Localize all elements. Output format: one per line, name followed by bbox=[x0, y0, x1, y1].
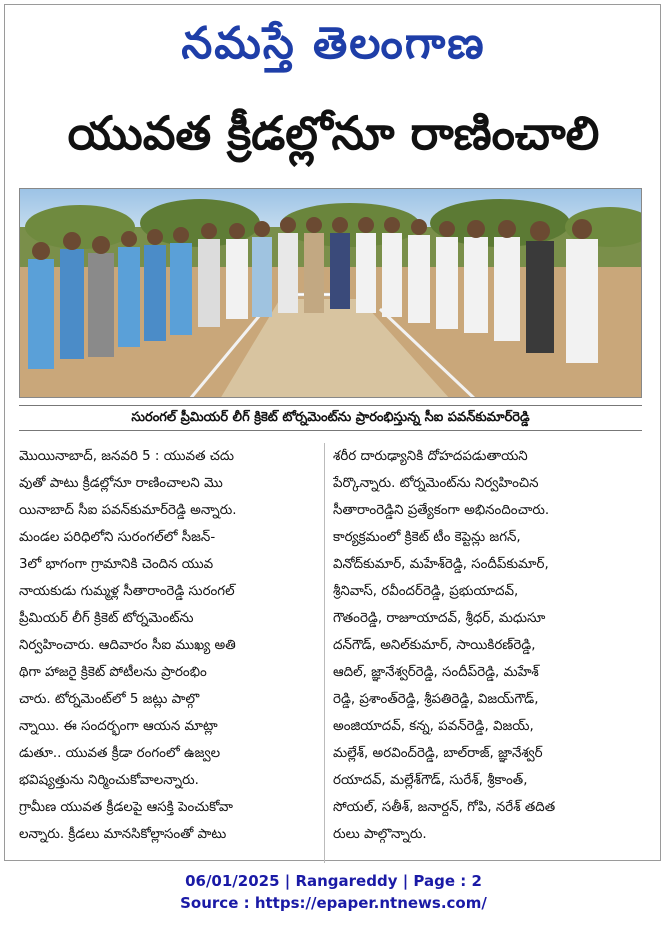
article-body-left-column bbox=[19, 443, 317, 848]
body-line: పేర్కొన్నారు. టోర్నమెంట్‌ను నిర్వహించిన bbox=[333, 476, 539, 491]
body-line: రయాదవ్, మల్లేశ్‌గౌడ్, సురేశ్, శ్రీకాంత్, bbox=[333, 773, 528, 788]
body-line: కార్యక్రమంలో క్రికెట్ టీం కెప్టెన్లు జగన్, bbox=[333, 530, 521, 545]
column-divider bbox=[324, 443, 325, 863]
article-body-right-column bbox=[333, 443, 642, 848]
body-line: భవిష్యత్తును నిర్మించుకోవాలన్నారు. bbox=[19, 773, 199, 788]
body-line: వుతో పాటు క్రీడల్లోనూ రాణించాలని మొ bbox=[19, 476, 223, 491]
body-line: డుతూ.. యువత క్రీడా రంగంలో ఉజ్వల bbox=[19, 746, 221, 761]
body-line: 3లో భాగంగా గ్రామానికి చెందిన యువ bbox=[19, 557, 214, 572]
body-line: సోయల్, సతీశ్, జనార్దన్, గోపి, నరేశ్ తదిత bbox=[333, 800, 556, 815]
body-line: శరీర దారుఢ్యానికి దోహదపడుతాయని bbox=[333, 449, 528, 464]
body-line: రెడ్డి, ప్రశాంత్‌రెడ్డి, శ్రీపతిరెడ్డి, విజయ్‌గౌడ్, bbox=[333, 692, 539, 707]
body-line: గౌతంరెడ్డి, రాజూయాదవ్, శ్రీధర్, మధుసూ bbox=[333, 611, 546, 626]
source-link[interactable]: Source : https://epaper.ntnews.com/ bbox=[180, 894, 487, 912]
body-line: చారు. టోర్నమెంట్‌లో 5 జట్లు పాల్గొ bbox=[19, 692, 200, 707]
body-line: మొయినాబాద్, జనవరి 5 : యువత చదు bbox=[19, 449, 235, 464]
body-line: దన్‌గౌడ్, అనిల్‌కుమార్, సాయికిరణ్‌రెడ్డి, bbox=[333, 638, 536, 653]
cricket-photo-illustration bbox=[20, 189, 642, 398]
body-line: శ్రీనివాస్, రవీందర్‌రెడ్డి, ప్రభుయాదవ్, bbox=[333, 584, 519, 599]
page-footer bbox=[0, 870, 667, 914]
body-line: సీతారాంరెడ్డిని ప్రత్యేకంగా అభినందించారు. bbox=[333, 503, 550, 518]
body-line: ఆదిల్, జ్ఞానేశ్వర్‌రెడ్డి, సందీప్‌రెడ్డి, మహేశ్ bbox=[333, 665, 539, 680]
article-headline: యువత క్రీడల్లోనూ రాణించాలి bbox=[67, 106, 600, 160]
body-line: యినాబాద్ సీఐ పవన్‌కుమార్‌రెడ్డి అన్నారు. bbox=[19, 503, 237, 518]
newspaper-clipping bbox=[4, 4, 661, 861]
body-line: మండల పరిధిలోని సురంగల్‌లో సీజన్- bbox=[19, 530, 216, 545]
body-line: నాయకుడు గుమ్మళ్ల సీతారాంరెడ్డి సురంగల్ bbox=[19, 584, 235, 599]
body-line: గ్రామీణ యువత క్రీడలపై ఆసక్తి పెంచుకోవా bbox=[19, 800, 233, 815]
photo-caption: సురంగల్ ప్రీమియర్ లీగ్ క్రికెట్ టోర్నమెంట్‌ను ప్రారంభిస్తున్న సీఐ పవన్‌కుమార్‌రెడ్డి bbox=[19, 405, 642, 431]
body-line: లన్నారు. క్రీడలు మానసికోల్లాసంతో పాటు bbox=[19, 827, 227, 842]
body-line: ప్రీమియర్ లీగ్ క్రికెట్ టోర్నమెంట్‌ను bbox=[19, 611, 194, 626]
article-photo bbox=[19, 188, 642, 398]
body-line: వినోద్‌కుమార్, మహేశ్‌రెడ్డి, సందీప్‌కుమార్, bbox=[333, 557, 549, 572]
newspaper-masthead: నమస్తే తెలంగాణ bbox=[181, 18, 486, 69]
body-line: థిగా హాజరై క్రికెట్ పోటీలను ప్రారంభిం bbox=[19, 665, 207, 680]
body-line: మల్లేశ్, అరవింద్‌రెడ్డి, బాల్‌రాజ్, జ్ఞానేశ్వర్ bbox=[333, 746, 543, 761]
body-line: రులు పాల్గొన్నారు. bbox=[333, 827, 427, 842]
body-line: న్నాయి. ఈ సందర్భంగా ఆయన మాట్లా bbox=[19, 719, 218, 734]
body-line: అంజియాదవ్, కన్న, పవన్‌రెడ్డి, విజయ్, bbox=[333, 719, 534, 734]
edition-info: 06/01/2025 | Rangareddy | Page : 2 bbox=[185, 872, 482, 890]
body-line: నిర్వహించారు. ఆదివారం సీఐ ముఖ్య అతి bbox=[19, 638, 236, 653]
